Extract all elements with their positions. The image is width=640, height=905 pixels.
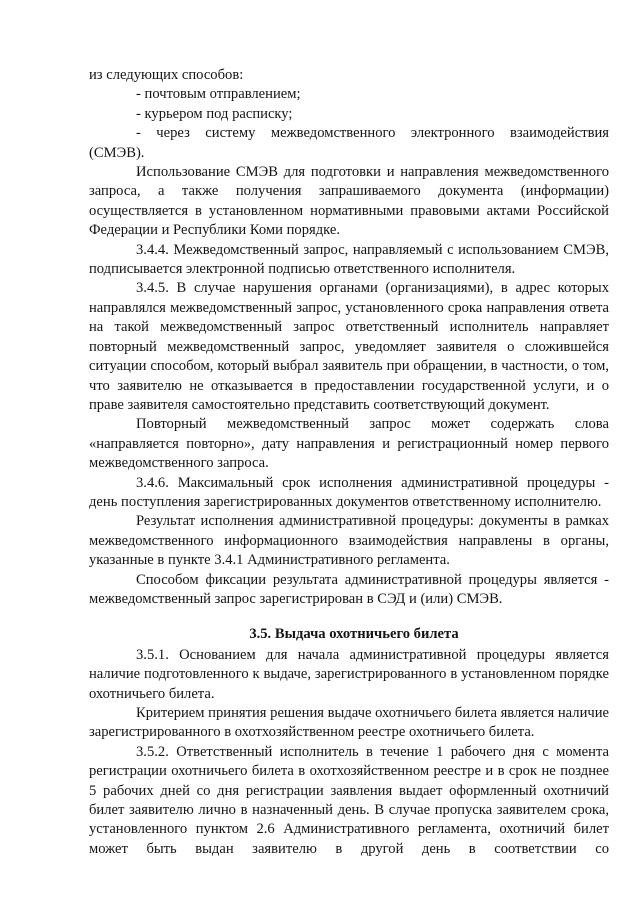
paragraph-decision-criterion: Критерием принятия решения выдаче охотничьего билета является наличие зарегистрированного в охотхозяйственном реестре охотничьего билета.: [89, 705, 610, 741]
intro-line: из следующих способов:: [89, 67, 244, 83]
paragraph-3-5-2: 3.5.2. Ответственный исполнитель в течение 1 рабочего дня с момента регистрации охотничьего билета в охотхозяйственном реестре и в срок не позднее 5 рабочих дней со дня регистрации заявления выдает оформленный охотничий билет заявителю лично в назначенный день. В случае пропуска заявителем срока, установленного пунктом 2.6 Административного регламента, охотничий билет может быть выдан заявителю в другой день в соответствии со: [89, 743, 609, 857]
paragraph-3-5-1: 3.5.1. Основанием для начала административной процедуры является наличие подготовленного к выдаче, зарегистрированного в установленном порядке охотничьего билета.: [89, 646, 609, 702]
paragraph-procedure-result: Результат исполнения административной процедуры: документы в рамках межведомственного информационного взаимодействия направлены в органы, указанные в пункте 3.4.1 Административного регламента.: [89, 513, 609, 569]
method-post-line: - почтовым отправлением;: [136, 86, 301, 103]
paragraph-3-4-4: 3.4.4. Межведомственный запрос, направляемый с использованием СМЭВ, подписывается электронной подписью ответственного исполнителя.: [89, 241, 609, 278]
paragraph-result-fixation: Способом фиксации результата административной процедуры является - межведомственный запрос зарегистрирован в СЭД и (или) СМЭВ.: [89, 571, 609, 607]
paragraph-smev-usage: Использование СМЭВ для подготовки и направления межведомственного запроса, а также получения запрашиваемого документа (информации) осуществляется в установленном нормативными правовыми актами Российской Федерации и Республики Коми порядке.: [89, 164, 609, 239]
paragraph-repeat-request: Повторный межведомственный запрос может содержать слова «направляется повторно», дату направления и регистрационный номер первого межведомственного запроса.: [89, 416, 609, 472]
section-spacer: [89, 609, 609, 625]
section-title: 3.5. Выдача охотничьего билета: [249, 626, 459, 643]
paragraph-3-4-5: 3.4.5. В случае нарушения органами (организациями), в адрес которых направлялся межведомственный запрос, установленного срока направления ответа на такой межведомственный запрос ответственный исполнитель направляет повторный межведомственный запрос, уведомляет заявителя о сложившейся ситуации способом, который выбрал заявитель при обращении, в частности, о том, что заявителю не отказывается в предоставлении государственной услуги, и о праве заявителя самостоятельно представить соответствующий документ.: [89, 280, 609, 413]
method-smev-line: - через систему межведомственного электронного взаимодействия (СМЭВ).: [89, 125, 609, 161]
paragraph-3-4-6: 3.4.6. Максимальный срок исполнения административной процедуры - день поступления зарегистрированных документов ответственному исполнителю.: [89, 474, 609, 510]
method-courier-line: - курьером под расписку;: [136, 105, 293, 122]
